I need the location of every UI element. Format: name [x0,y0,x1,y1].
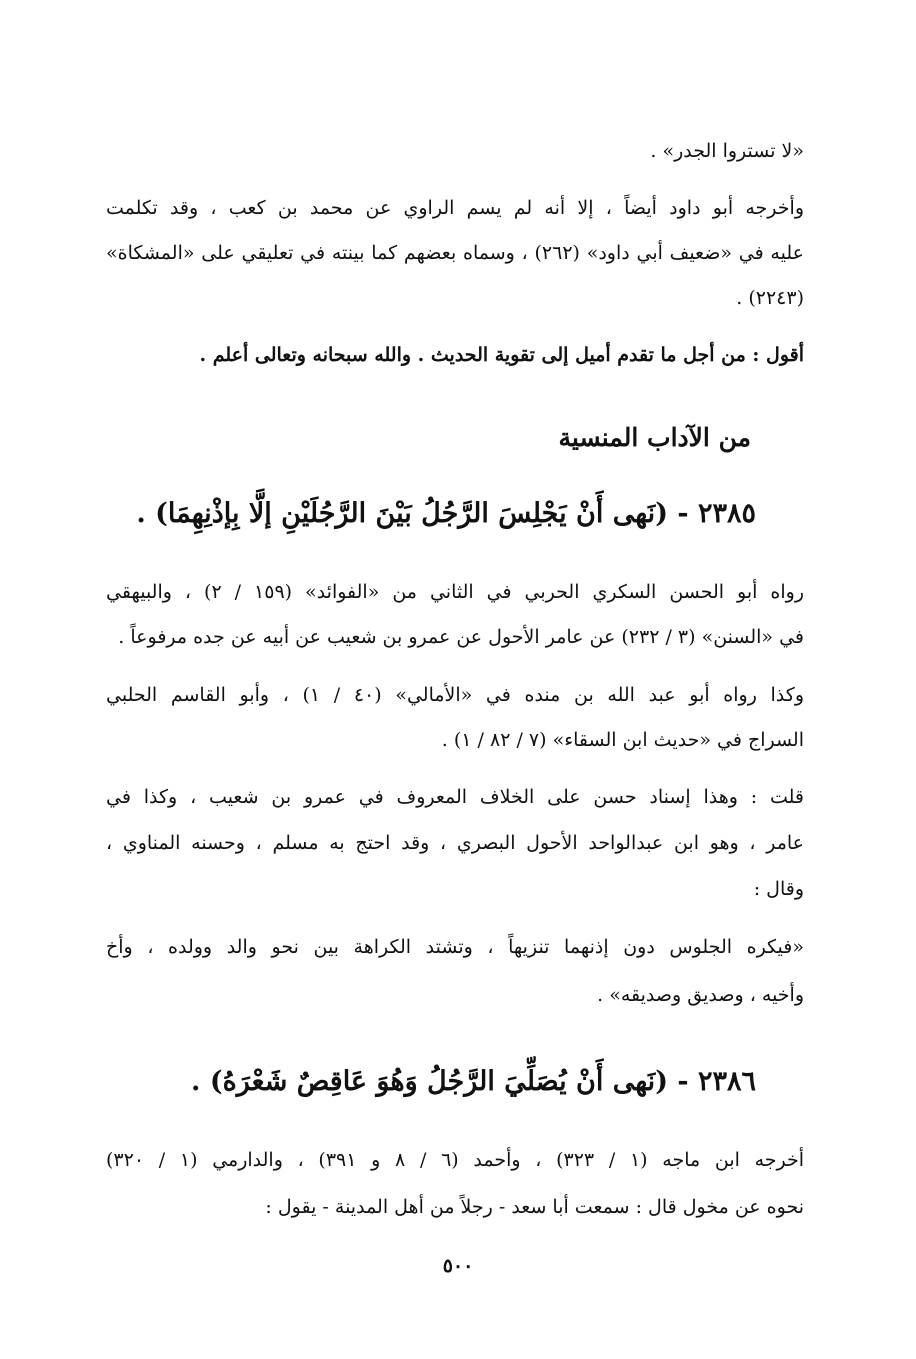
text-line: عليه في «ضعيف أبي داود» (٢٦٢) ، وسماه بعضهم كما بينته في تعليقي على «المشكاة» [106,242,804,264]
section-heading: من الآداب المنسية [558,423,751,452]
text-line: «لا تستروا الجدر» . [650,140,804,162]
quote-line: وأخيه ، وصديق وصديقه» . [597,984,804,1006]
conclusion-line: أقول : من أجل ما تقدم أميل إلى تقوية الحديث . والله سبحانه وتعالى أعلم . [199,344,804,366]
text-line: (٢٢٤٣) . [736,287,804,309]
hadith-title-2385: ٢٣٨٥ - (نَهى أَنْ يَجْلِسَ الرَّجُلُ بَيْنَ الرَّجُلَيْنِ إلَّا بِإذْنِهِمَا) . [136,498,756,529]
text-line: قلت : وهذا إسناد حسن على الخلاف المعروف في عمرو بن شعيب ، وكذا في [106,786,804,808]
page-number: ٥٠٠ [442,1255,474,1277]
text-line: في «السنن» (٣ / ٢٣٢) عن عامر الأحول عن عمرو بن شعيب عن أبيه عن جده مرفوعاً . [118,626,804,648]
text-line: وأخرجه أبو داود أيضاً ، إلا أنه لم يسم الراوي عن محمد بن كعب ، وقد تكلمت [106,197,804,219]
hadith-title-2386: ٢٣٨٦ - (نَهى أَنْ يُصَلِّيَ الرَّجُلُ وَهُوَ عَاقِصٌ شَعْرَهُ) . [191,1066,756,1097]
quote-line: «فيكره الجلوس دون إذنهما تنزيهاً ، وتشتد الكراهة بين نحو والد وولده ، وأخ [106,936,804,958]
text-line: وقال : [753,878,804,900]
text-line: السراج في «حديث ابن السقاء» (٧ / ٨٢ / ١) . [441,729,804,751]
text-line: نحوه عن مخول قال : سمعت أبا سعد - رجلاً من أهل المدينة - يقول : [265,1196,804,1218]
text-line: أخرجه ابن ماجه (١ / ٣٢٣) ، وأحمد (٦ / ٨ و ٣٩١) ، والدارمي (١ / ٣٢٠) [106,1149,805,1171]
text-line: رواه أبو الحسن السكري الحربي في الثاني من «الفوائد» (١٥٩ / ٢) ، والبيهقي [106,581,804,603]
text-line: وكذا رواه أبو عبد الله بن منده في «الأمالي» (٤٠ / ١) ، وأبو القاسم الحلبي [106,684,804,706]
text-line: عامر ، وهو ابن عبدالواحد الأحول البصري ، وقد احتج به مسلم ، وحسنه المناوي ، [106,832,805,854]
